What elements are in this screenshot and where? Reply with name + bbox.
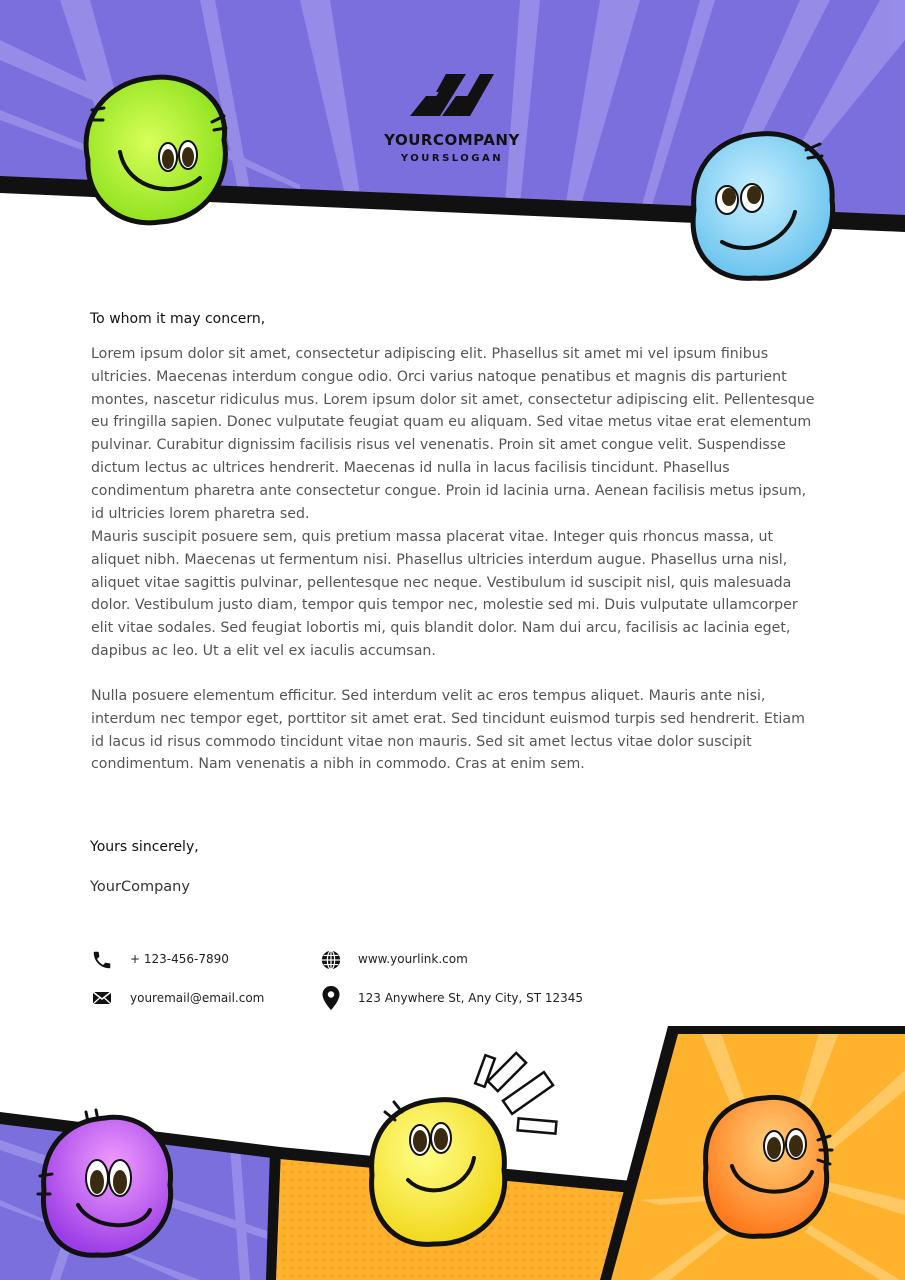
mail-icon (92, 990, 112, 1006)
signature: YourCompany (90, 879, 190, 895)
website-link[interactable]: www.yourlink.com (358, 952, 468, 966)
green-smiley-face (86, 77, 226, 223)
email-address[interactable]: youremail@email.com (130, 991, 265, 1005)
company-slogan: YOURSLOGAN (400, 153, 504, 164)
body-paragraph-1: Lorem ipsum dolor sit amet, consectetur adipiscing elit. Phasellus sit amet mi vel ipsum finibus ultricies. Maecenas interdum congue odio. Orci varius natoque penatibus et magnis dis parturient montes, nascetur ridiculus mus. Lorem ipsum dolor sit amet, consectetur adipiscing elit. Pellentesque eu fringilla sapien. Donec vulputate feugiat quam eu aliquam. Sed vitae metus vitae erat elementum pulvinar. Curabitur dignissim facilisis risus vel venenatis. Proin sit amet congue velit. Suspendisse dictum lectus ac ultrices hendrerit. Maecenas id nulla in lacus facilisis tincidunt. Phasellus condimentum pharetra ante consectetur congue. Proin id lacinia urna. Aenean facilisis metus ipsum, id ultricies lorem pharetra sed. (91, 346, 815, 522)
phone-number[interactable]: + 123-456-7890 (130, 952, 229, 966)
address: 123 Anywhere St, Any City, ST 12345 (358, 991, 584, 1005)
salutation: To whom it may concern, (90, 311, 266, 327)
body-paragraph-2: Mauris suscipit posuere sem, quis pretium massa placerat vitae. Integer quis rhoncus massa, ut aliquet nibh. Maecenas ut fermentum nisi. Phasellus ultricies interdum augue. Phasellus urna nisl, aliquet vitae sagittis pulvinar, pellentesque nec neque. Vestibulum id suscipit nisl, quis malesuada dolor. Vestibulum justo diam, tempor quis tempor nec, molestie sed mi. Duis vulputate ullamcorper elit vitae sodales. Sed feugiat lobortis mi, quis blandit dolor. Nam dui arcu, facilisis ac lacinia eget, dapibus ac leo. Ut a elit vel ex iaculis accumsan. (91, 529, 798, 659)
company-name: YOURCOMPANY (384, 131, 520, 149)
globe-icon (320, 949, 342, 971)
closing: Yours sincerely, (90, 839, 199, 855)
logo-icon (408, 72, 498, 118)
phone-icon (91, 949, 113, 971)
orange-smiley-face (705, 1097, 832, 1236)
location-pin-icon (321, 985, 341, 1011)
yellow-smiley-face (372, 1100, 505, 1245)
blue-smiley-face (693, 134, 833, 279)
body-paragraph-3: Nulla posuere elementum efficitur. Sed interdum velit ac eros tempus aliquet. Mauris ante nisi, interdum nec tempor eget, porttitor sit amet erat. Sed tincidunt euismod turpis sed hendrerit. Etiam id lacus id risus commodo tincidunt vitae non mauris. Sed sit amet lectus vitae dolor suscipit condimentum. Nam venenatis a nibh in commodo. Cras at enim sem. (91, 688, 805, 773)
